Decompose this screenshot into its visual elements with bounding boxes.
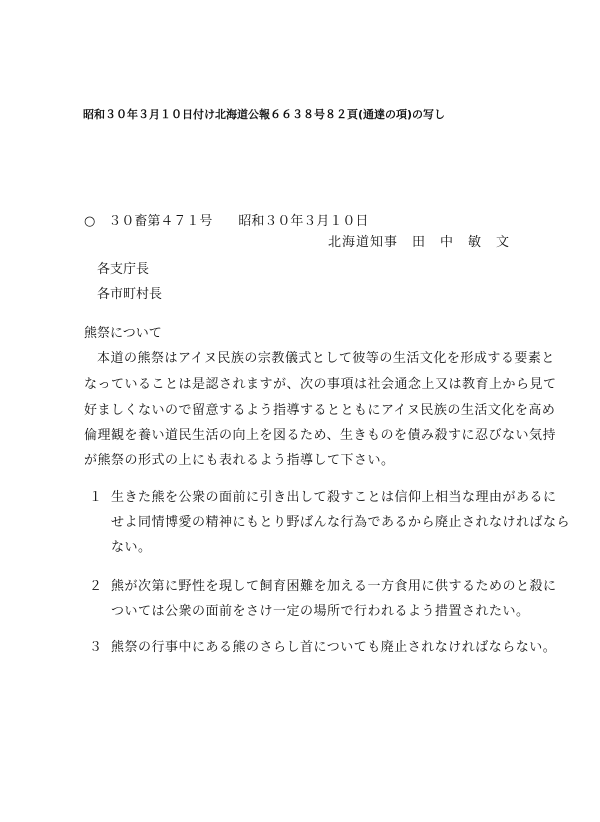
recipient: 各市町村長	[97, 287, 163, 302]
item-number: １	[89, 490, 103, 505]
body-line: 倫理観を養い道民生活の向上を図るため、生きものを債み殺すに忍びない気持	[84, 428, 556, 443]
subject: 熊祭について	[84, 326, 162, 341]
sender: 北海道知事 田 中 敏 文	[328, 235, 511, 250]
body-line: 好ましくないので留意するよう指導するとともにアイヌ民族の生活文化を高め	[84, 403, 556, 418]
header-note: 昭和３０年３月１０日付け北海道公報６６３８号８２頁(通達の項)の写し	[83, 108, 446, 121]
item-number: ３	[89, 640, 103, 655]
item-line: 熊が次第に野性を現して飼育困難を加える一方食用に供するためのと殺に	[111, 579, 557, 594]
item-line: ついては公衆の面前をさけ一定の場所で行われるよう措置されたい。	[111, 604, 530, 619]
item-number: ２	[89, 579, 103, 594]
document-number-date: ○ ３０畜第４７１号 昭和３０年３月１０日	[84, 214, 369, 229]
item-line: せよ同情博愛の精神にもとり野ばんな行為であるから廃止されなければなら	[111, 515, 571, 530]
body-line: が熊祭の形式の上にも表れるよう指導して下さい。	[84, 453, 395, 468]
recipient: 各支庁長	[97, 262, 150, 277]
body-line: 本道の熊祭はアイヌ民族の宗教儀式として彼等の生活文化を形成する要素と	[97, 351, 555, 366]
item-line: 生きた熊を公衆の面前に引き出して殺すことは信仰上相当な理由があるに	[111, 490, 557, 505]
body-line: なっていることは是認されますが、次の事項は社会通念上又は教育上から見て	[84, 377, 557, 392]
item-line: ない。	[111, 540, 152, 555]
item-line: 熊祭の行事中にある熊のさらし首についても廃止されなければならない。	[111, 640, 557, 655]
